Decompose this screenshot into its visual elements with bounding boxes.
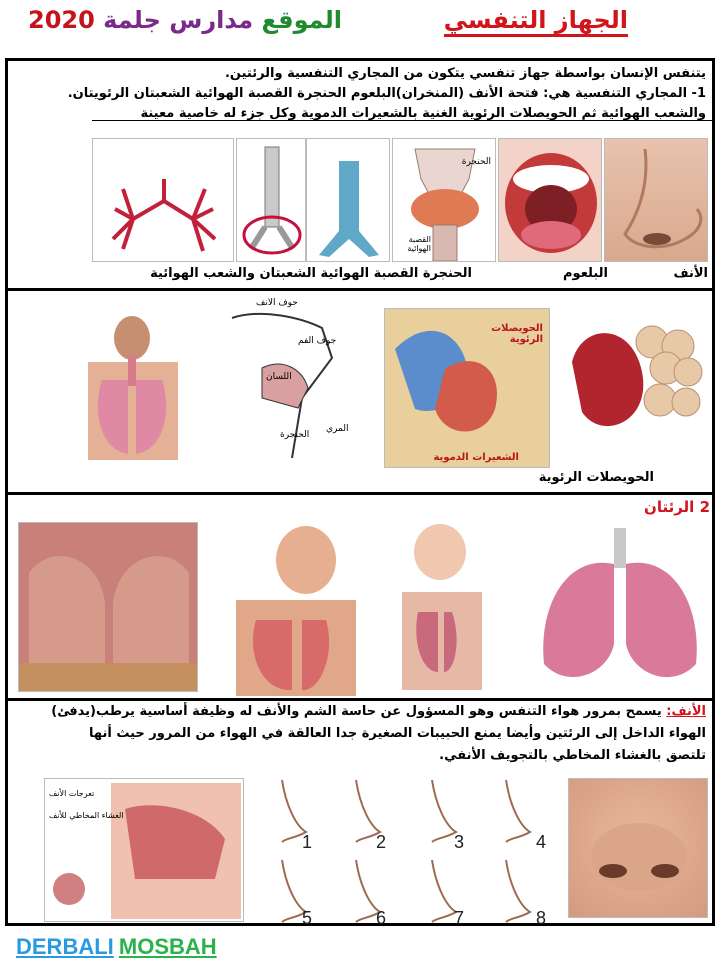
nose-number-7: 7 [454, 908, 465, 928]
nose-paragraph-text-1: يسمح بمرور هواء التنفس وهو المسؤول عن حاسة الشم والأنف له وظيفة أساسية يرطب(يدفئ) [51, 704, 662, 719]
label-nasal-mucosa: الغشاء المخاطي للأنف [49, 811, 124, 820]
label-larynx-side: الحنجرة [280, 430, 310, 440]
caption-nose: الأنف [673, 266, 708, 281]
lungs-drawing [528, 524, 712, 690]
torso-drawing [52, 310, 212, 462]
intro-line-1: يتنفس الإنسان بواسطة جهاز تنفسي يتكون من المجاري التنفسية والرئتين. [224, 66, 706, 81]
alveoli-cluster-drawing [562, 302, 710, 450]
signature-first: DERBALI [16, 934, 114, 959]
man-respiratory-illustration [206, 524, 368, 696]
nose-number-8: 8 [536, 908, 547, 928]
label-esophagus: المري [326, 424, 349, 434]
nose-number-4: 4 [536, 832, 547, 852]
intro-line-2: 1- المجاري التنفسية هي: فتحة الأنف (المنخران)البلعوم الحنجرة القصبة الهوائية الشعبتان الرئويتان. [67, 86, 706, 101]
label-nasal-cavity: حوف الأنف [256, 298, 298, 308]
trachea-drawing [307, 139, 390, 262]
nasal-cavity-sketch [222, 298, 372, 470]
trachea-label: القصبة الهوائية [407, 235, 431, 253]
torso-diagram [52, 310, 212, 462]
signature [16, 934, 217, 960]
divider-1 [5, 288, 715, 291]
site-name: مدارس جلمة [103, 6, 254, 34]
divider-3 [5, 698, 715, 701]
nose-paragraph-line-1 [16, 704, 706, 719]
divider-2 [5, 492, 715, 495]
nose-number-3: 3 [454, 832, 465, 852]
nose-paragraph-line-3: تلتصق بالغشاء المخاطي بالتجويف الأنفي. [439, 748, 706, 763]
label-nose-turbinates: تعرجات الأنف [49, 789, 95, 798]
alveoli-image-label: الحويصلات الرئوية [491, 323, 543, 345]
nose-number-5: 5 [302, 908, 313, 928]
trachea-illustration [306, 138, 390, 262]
nose-photo [604, 138, 708, 262]
label-tongue: اللسان [266, 372, 292, 382]
year: 2020 [28, 6, 95, 34]
nose-paragraph-label: الأنف: [666, 704, 706, 719]
label-mouth-cavity: جوف الفم [298, 336, 337, 346]
caption-row1-rest: الحنجرة القصبة الهوائية الشعبتان والشعب الهوائية [150, 266, 472, 281]
bronchi-illustration [236, 138, 306, 262]
mouth-photo [498, 138, 602, 262]
man-drawing [206, 524, 368, 696]
alveoli-capillaries-illustration [384, 308, 550, 468]
nasal-cross-section [44, 778, 244, 922]
woman-drawing [382, 522, 506, 692]
page-title: الجهاز التنفسي [444, 6, 628, 37]
nose-number-1: 1 [302, 832, 313, 852]
lungs-photo-drawing [19, 523, 198, 692]
signature-last: MOSBAH [118, 934, 217, 959]
site-credit [28, 6, 342, 34]
lungs-illustration [528, 524, 712, 690]
lungs-heading: 2 الرئتان [644, 498, 710, 516]
nasal-cavity-drawing [222, 298, 372, 470]
bronchial-tree-illustration [92, 138, 234, 262]
nose-closeup-drawing [569, 779, 708, 918]
bronchi-drawing [237, 139, 306, 262]
bronchial-tree-drawing [93, 139, 234, 262]
intro-line-3: والشعب الهوائية ثم الحويصلات الرئوية الغنية بالشعيرات الدموية وكل جزء له خاصية معينة [140, 106, 706, 121]
nasal-cross-section-drawing [45, 779, 244, 922]
caption-pharynx: البلعوم [563, 266, 608, 281]
nose-number-6: 6 [376, 908, 387, 928]
caption-alveoli: الحويصلات الرئوية [538, 470, 654, 485]
intro-underline [92, 120, 712, 121]
lungs-photo [18, 522, 198, 692]
site-prefix: الموقع [261, 6, 342, 34]
larynx-illustration [392, 138, 496, 262]
nose-paragraph-line-2: الهواء الداخل إلى الرئتين وأيضا يمنع الحبيبات الصغيرة جدا العالقة في الهواء من المرور حيث أنها [89, 726, 706, 741]
larynx-label: الحنجرة [461, 157, 491, 167]
nose-closeup-photo [568, 778, 708, 918]
mouth-drawing [499, 139, 602, 262]
woman-respiratory-illustration [382, 522, 506, 692]
nose-number-2: 2 [376, 832, 387, 852]
alveoli-cluster-illustration [562, 302, 710, 450]
nose-photo-drawing [605, 139, 708, 262]
capillaries-image-label: الشعيرات الدموية [433, 452, 519, 463]
